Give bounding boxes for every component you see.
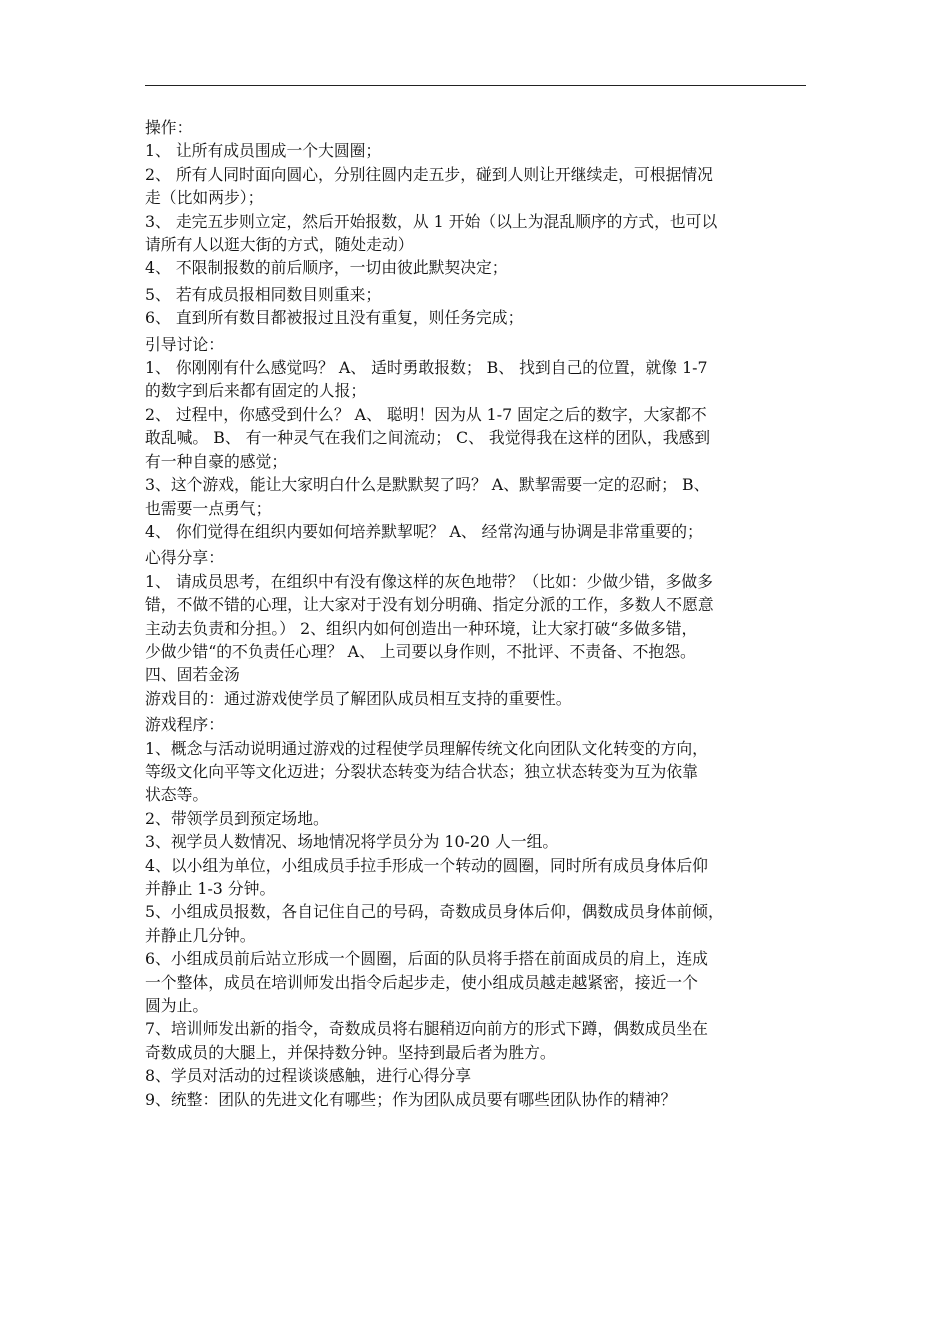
text-line: 8、学员对活动的过程谈谈感触，进行心得分享: [145, 1066, 471, 1086]
text-line: 状态等。: [145, 785, 209, 805]
section-heading-procedure: 游戏程序：: [145, 715, 224, 735]
text-line: 少做少错“的不负责任心理？ A、 上司要以身作则，不批评、不责备、不抱怨。: [145, 641, 696, 661]
text-line: 也需要一点勇气；: [145, 498, 272, 518]
text-line: 1、 你刚刚有什么感觉吗？ A、 适时勇敢报数； B、 找到自己的位置，就像 1-7: [145, 358, 708, 378]
text-line: 3、 走完五步则立定，然后开始报数，从 1 开始（以上为混乱顺序的方式，也可以: [145, 211, 718, 231]
text-line: 1、 请成员思考，在组织中有没有像这样的灰色地带？（比如：少做少错，多做多: [145, 571, 713, 591]
text-line: 5、小组成员报数，各自记住自己的号码，奇数成员身体后仰，偶数成员身体前倾，: [145, 902, 724, 922]
text-line: 奇数成员的大腿上，并保持数分钟。坚持到最后者为胜方。: [145, 1042, 556, 1062]
text-line: 游戏目的：通过游戏使学员了解团队成员相互支持的重要性。: [145, 688, 572, 708]
section-heading-discussion: 引导讨论：: [145, 334, 224, 354]
text-line: 4、 你们觉得在组织内要如何培养默挈呢？ A、 经常沟通与协调是非常重要的；: [145, 521, 703, 541]
text-line: 等级文化向平等文化迈进；分裂状态转变为结合状态；独立状态转变为互为依靠: [145, 761, 698, 781]
text-line: 错，不做不错的心理，让大家对于没有划分明确、指定分派的工作，多数人不愿意: [145, 595, 714, 615]
text-line: 1、 让所有成员围成一个大圆圈；: [145, 141, 382, 161]
text-line: 9、统整：团队的先进文化有哪些；作为团队成员要有哪些团队协作的精神？: [145, 1089, 677, 1109]
section-heading-sharing: 心得分享：: [145, 548, 224, 568]
text-line: 3、视学员人数情况、场地情况将学员分为 10-20 人一组。: [145, 832, 559, 852]
text-line: 6、小组成员前后站立形成一个圆圈，后面的队员将手搭在前面成员的肩上，连成: [145, 949, 708, 969]
text-line: 有一种自豪的感觉；: [145, 451, 288, 471]
section-heading-game: 四、固若金汤: [145, 665, 240, 685]
header-rule: [145, 85, 806, 86]
text-line: 主动去负责和分担。） 2、组织内如何创造出一种环境，让大家打破“多做多错，: [145, 618, 698, 638]
text-line: 圆为止。: [145, 996, 209, 1016]
text-line: 4、 不限制报数的前后顺序，一切由彼此默契决定；: [145, 258, 508, 278]
text-line: 请所有人以逛大街的方式，随处走动）: [145, 235, 414, 255]
text-line: 5、 若有成员报相同数目则重来；: [145, 284, 382, 304]
text-line: 敢乱喊。 B、 有一种灵气在我们之间流动； C、 我觉得我在这样的团队，我感到: [145, 428, 711, 448]
text-line: 1、概念与活动说明通过游戏的过程使学员理解传统文化向团队文化转变的方向，: [145, 738, 708, 758]
text-line: 的数字到后来都有固定的人报；: [145, 381, 367, 401]
text-line: 3、这个游戏，能让大家明白什么是默默契了吗？ A、默挈需要一定的忍耐； B、: [145, 475, 710, 495]
section-heading-operation: 操作：: [145, 118, 193, 137]
text-line: 6、 直到所有数目都被报过且没有重复，则任务完成；: [145, 308, 524, 328]
text-line: 2、带领学员到预定场地。: [145, 808, 329, 828]
text-line: 并静止几分钟。: [145, 925, 256, 945]
text-line: 并静止 1-3 分钟。: [145, 879, 276, 898]
text-line: 2、 所有人同时面向圆心，分别往圆内走五步，碰到人则让开继续走，可根据情况: [145, 164, 713, 184]
text-line: 4、以小组为单位，小组成员手拉手形成一个转动的圆圈，同时所有成员身体后仰: [145, 855, 708, 875]
document-body: [145, 116, 813, 1111]
text-line: 走（比如两步）；: [145, 188, 264, 208]
text-line: 2、 过程中，你感受到什么？ A、 聪明！因为从 1-7 固定之后的数字，大家都不: [145, 404, 707, 424]
text-line: 一个整体，成员在培训师发出指令后起步走，使小组成员越走越紧密，接近一个: [145, 972, 698, 992]
text-line: 7、培训师发出新的指令，奇数成员将右腿稍迈向前方的形式下蹲，偶数成员坐在: [145, 1019, 708, 1039]
